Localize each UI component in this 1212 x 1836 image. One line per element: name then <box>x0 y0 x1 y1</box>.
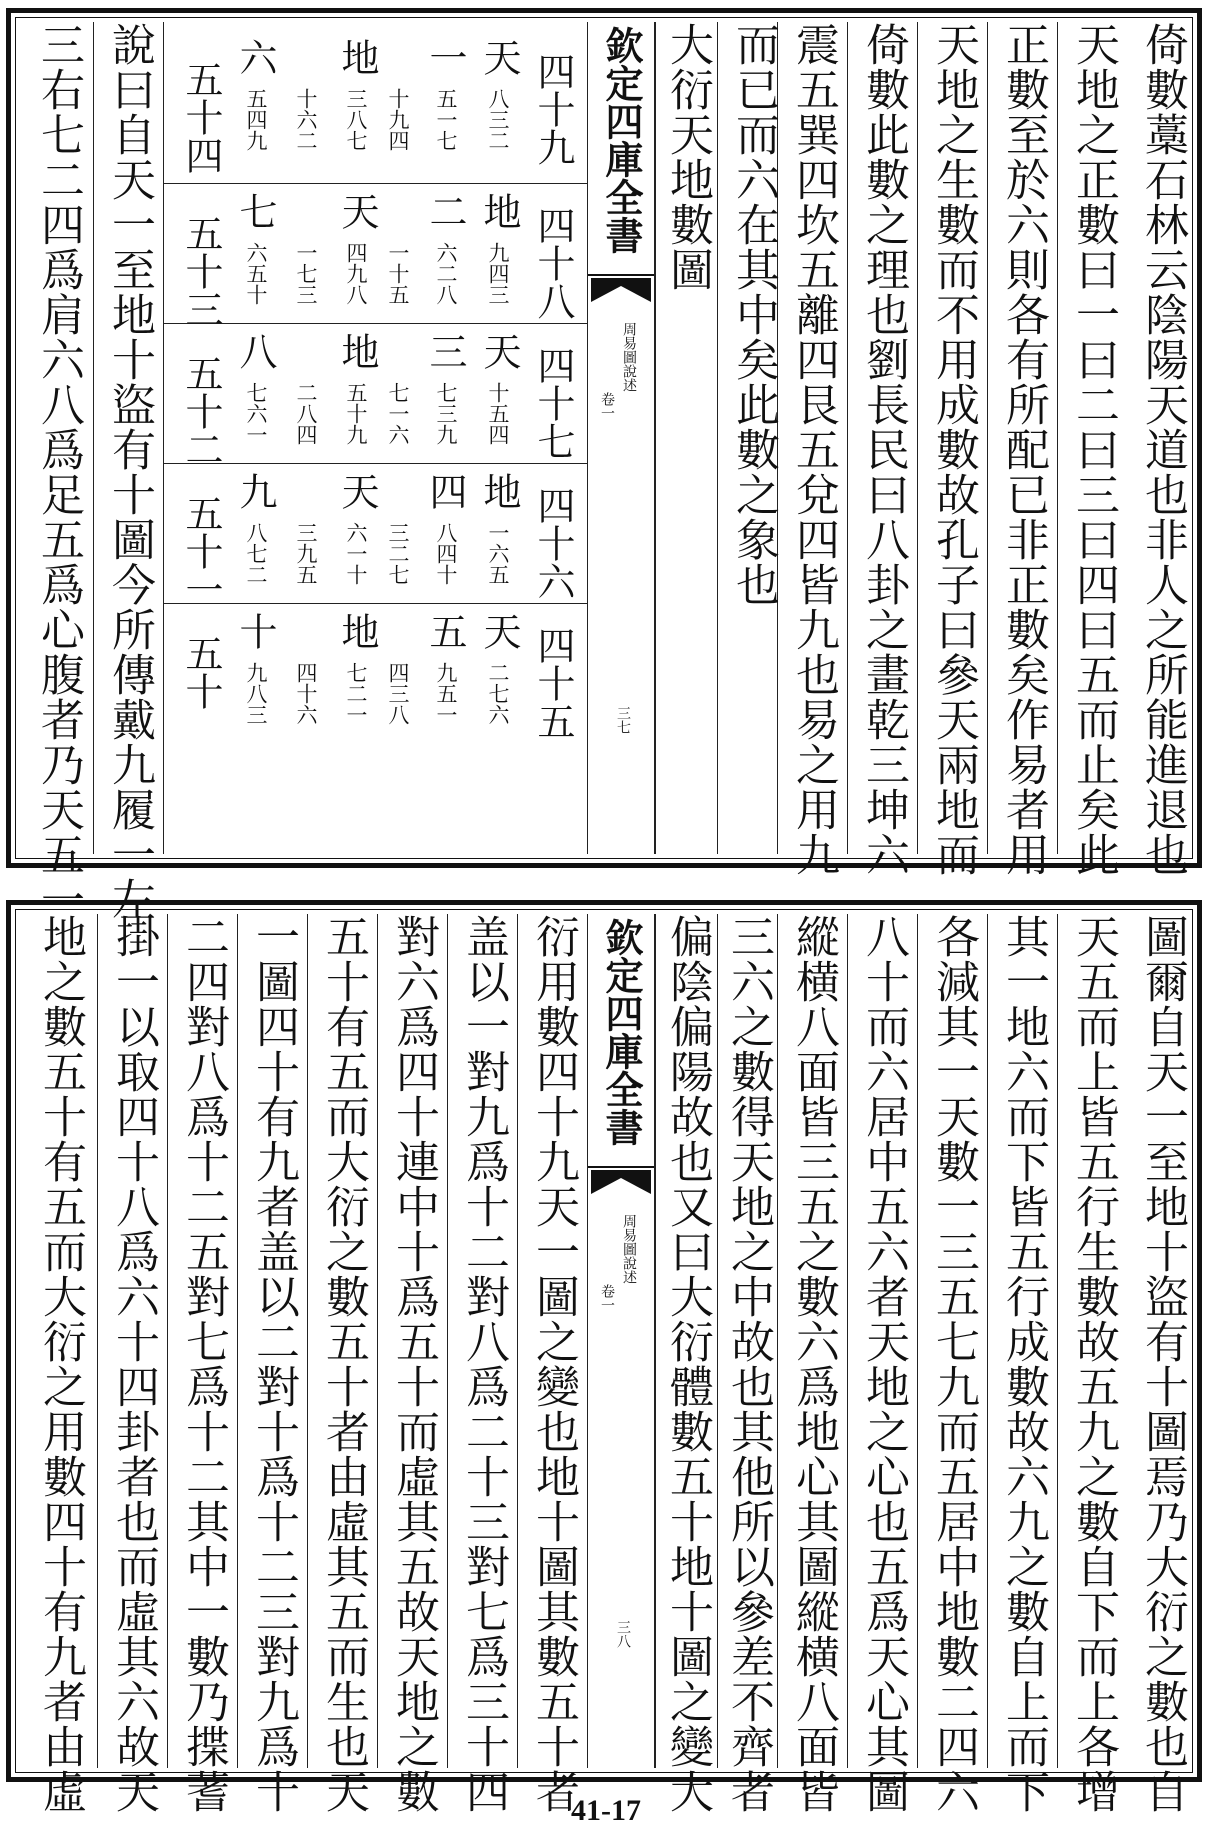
text-column: 天地之正數曰一曰二曰三曰四曰五而止矣此 <box>1057 22 1127 854</box>
diagram-lower-b-nums: 十六二 <box>294 88 318 151</box>
diagram-lower-a: 地 <box>335 38 379 76</box>
diagram-total: 四十八 <box>531 206 575 320</box>
text-column: 其一地六而下皆五行成數故六九之數自上而下 <box>987 914 1057 1768</box>
diagram-upper-c-nums: 十九四 <box>386 88 410 151</box>
diagram-upper-a: 地 <box>477 472 521 510</box>
diagram-title-column: 大衍天地數圖 <box>655 22 717 854</box>
diagram-sum: 五十三 <box>179 214 223 328</box>
diagram-upper-a-nums: 十五四 <box>486 382 510 445</box>
fish-tail-mark-icon <box>588 1170 654 1196</box>
header-title-box <box>588 914 654 1168</box>
diagram-lower-a-nums: 三八七 <box>344 88 368 151</box>
book-name: 周易圖說述 <box>621 1214 637 1284</box>
dayan-number-diagram <box>163 22 587 854</box>
diagram-lower-c: 十 <box>233 612 277 650</box>
text-column: 說曰自天一至地十盜有十圖今所傳戴九履一左 <box>93 22 163 854</box>
diagram-sum: 五十二 <box>179 354 223 468</box>
diagram-total: 四十六 <box>531 486 575 600</box>
text-column: 偏陰偏陽故也又曰大衍體數五十地十圖之變大 <box>655 914 717 1768</box>
diagram-lower-a-nums: 七二一 <box>344 662 368 725</box>
folio-number: 三八 <box>615 1620 631 1648</box>
diagram-upper-b: 四 <box>423 472 467 510</box>
text-column: 而已而六在其中矣此數之象也 <box>717 22 777 854</box>
text-column: 倚數此數之理也劉長民曰八卦之畫乾三坤六 <box>847 22 917 854</box>
diagram-upper-b-nums: 七三九 <box>434 382 458 445</box>
diagram-sum: 五十四 <box>179 60 223 174</box>
diagram-lower-c: 七 <box>233 192 277 230</box>
diagram-lower-a-nums: 四九八 <box>344 242 368 305</box>
diagram-upper-b-nums: 六二八 <box>434 242 458 305</box>
diagram-lower-c: 九 <box>233 472 277 510</box>
header-title: 欽定四庫全書 <box>599 918 644 1146</box>
diagram-total: 四十五 <box>531 626 575 740</box>
juan-number: 卷一 <box>599 392 615 420</box>
text-column: 對六爲四十連中十爲五十而虛其五故天地之數 <box>377 914 447 1768</box>
diagram-row <box>164 22 587 184</box>
diagram-lower-a: 地 <box>335 612 379 650</box>
text-column: 圖爾自天一至地十盜有十圖焉乃大衍之數也自 <box>1137 914 1188 1814</box>
diagram-upper-c-nums: 一十五 <box>386 242 410 305</box>
diagram-upper-b-nums: 五一七 <box>434 88 458 151</box>
diagram-lower-b-nums: 二八四 <box>294 382 318 445</box>
diagram-total: 四十七 <box>531 346 575 460</box>
diagram-lower-b-nums: 四十六 <box>294 662 318 725</box>
diagram-lower-b-nums: 三九五 <box>294 522 318 585</box>
fish-tail-mark-icon <box>588 278 654 304</box>
text-column: 八十而六居中五六者天地之心也五爲天心其圖 <box>847 914 917 1768</box>
diagram-lower-b-nums: 一七三 <box>294 242 318 305</box>
diagram-lower-c-nums: 七六一 <box>244 382 268 445</box>
diagram-upper-b: 二 <box>423 192 467 230</box>
header-title: 欽定四庫全書 <box>599 26 644 254</box>
text-column: 二四對八爲十二五對七爲十二其中一數乃揲蓍 <box>167 914 237 1768</box>
diagram-sum: 五十 <box>179 634 223 710</box>
text-column: 地之數五十有五而大衍之用數四十有九者由虛 <box>35 914 86 1814</box>
diagram-upper-a: 地 <box>477 192 521 230</box>
diagram-upper-a: 天 <box>477 612 521 650</box>
diagram-upper-b-nums: 九五一 <box>434 662 458 725</box>
book-name: 周易圖說述 <box>621 322 637 392</box>
diagram-upper-b: 五 <box>423 612 467 650</box>
diagram-upper-a-nums: 九四三 <box>486 242 510 305</box>
diagram-upper-a-nums: 一六五 <box>486 522 510 585</box>
diagram-row <box>164 464 587 608</box>
text-column: 三右七二四爲肩六八爲足五爲心腹者乃天五一 <box>33 22 84 922</box>
diagram-lower-c: 六 <box>233 38 277 76</box>
diagram-upper-b: 一 <box>423 38 467 76</box>
page-number: 41-17 <box>571 1794 641 1827</box>
diagram-lower-a: 地 <box>335 332 379 370</box>
diagram-upper-c-nums: 七一六 <box>386 382 410 445</box>
diagram-upper-a-nums: 八三二 <box>486 88 510 151</box>
diagram-lower-c-nums: 九八三 <box>244 662 268 725</box>
text-column: 各減其一天數一三五七九而五居中地數二四六 <box>917 914 987 1768</box>
diagram-row <box>164 184 587 328</box>
diagram-sum: 五十一 <box>179 494 223 608</box>
text-column: 天五而上皆五行生數故五九之數自下而上各增 <box>1057 914 1127 1768</box>
center-column <box>587 914 655 1768</box>
center-column <box>587 22 655 854</box>
diagram-row <box>164 604 587 846</box>
diagram-total: 四十九 <box>531 52 575 166</box>
text-column: 五十有五而大衍之數五十者由虛其五而生也天 <box>307 914 377 1768</box>
text-column: 震五巽四坎五離四艮五兌四皆九也易之用九 <box>777 22 847 854</box>
folio-number: 三七 <box>615 706 631 734</box>
diagram-upper-b: 三 <box>423 332 467 370</box>
text-column: 三六之數得天地之中故也其他所以參差不齊者 <box>717 914 777 1768</box>
text-column: 掛一以取四十八爲六十四卦者也而虛其六故天 <box>97 914 167 1768</box>
text-column: 天地之生數而不用成數故孔子曰參天兩地而 <box>917 22 987 854</box>
diagram-lower-a: 天 <box>335 192 379 230</box>
diagram-row <box>164 324 587 468</box>
diagram-upper-c-nums: 三二七 <box>386 522 410 585</box>
diagram-lower-c-nums: 六五十 <box>244 242 268 305</box>
text-column: 衍用數四十九天一圖之變也地十圖其數五十者 <box>517 914 587 1768</box>
diagram-lower-a: 天 <box>335 472 379 510</box>
top-page <box>6 8 1202 922</box>
text-column: 一圖四十有九者盖以二對十爲十二三對九爲十 <box>237 914 307 1768</box>
diagram-lower-c-nums: 五四九 <box>244 88 268 151</box>
header-title-box <box>588 22 654 276</box>
diagram-lower-a-nums: 五十九 <box>344 382 368 445</box>
juan-number: 卷一 <box>599 1284 615 1312</box>
diagram-lower-c-nums: 八七二 <box>244 522 268 585</box>
text-column: 縱横八面皆三五之數六爲地心其圖縱横八面皆 <box>777 914 847 1768</box>
diagram-upper-a: 天 <box>477 38 521 76</box>
diagram-upper-b-nums: 八四十 <box>434 522 458 585</box>
diagram-upper-a: 天 <box>477 332 521 370</box>
diagram-lower-a-nums: 六一十 <box>344 522 368 585</box>
text-column: 正數至於六則各有所配已非正數矣作易者用 <box>987 22 1057 854</box>
diagram-upper-c-nums: 四三八 <box>386 662 410 725</box>
diagram-lower-c: 八 <box>233 332 277 370</box>
text-column: 倚數藁石林云陰陽天道也非人之所能進退也 <box>1137 22 1188 877</box>
text-column: 盖以一對九爲十二對八爲二十三對七爲三十四 <box>447 914 517 1768</box>
diagram-upper-a-nums: 二七六 <box>486 662 510 725</box>
